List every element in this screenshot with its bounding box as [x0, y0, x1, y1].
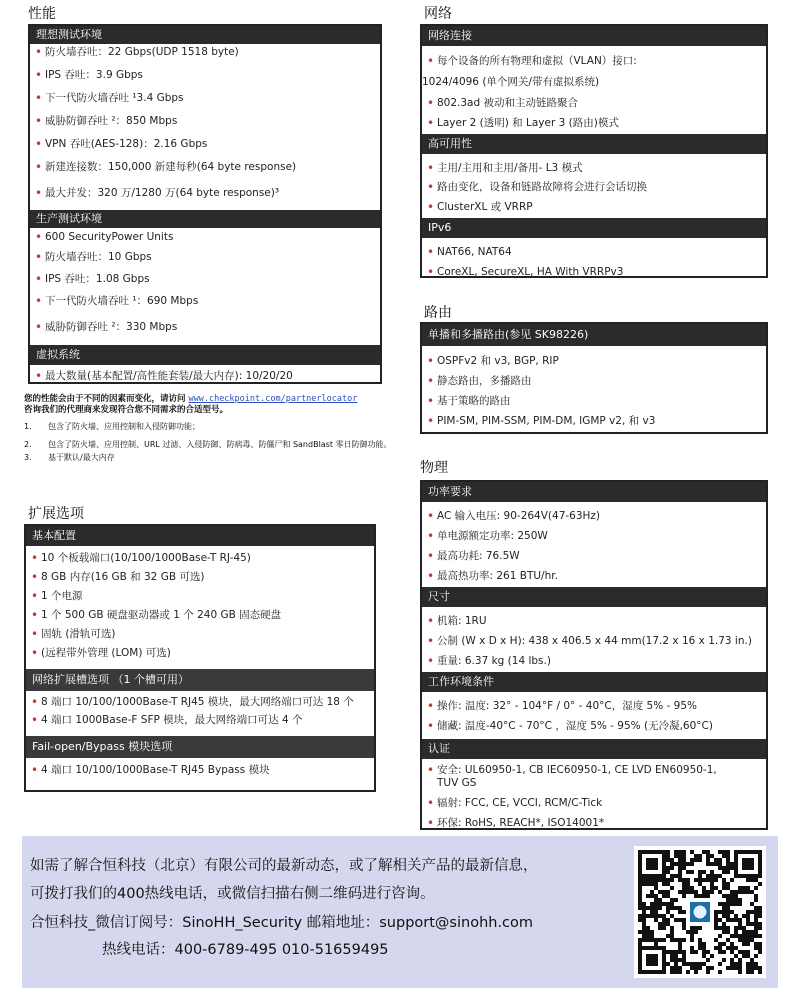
list-item: • 基于策略的路由: [422, 391, 766, 411]
network-heading: 网络: [424, 6, 452, 22]
list-item: • 储藏: 温度-40°C - 70°C ，湿度 5% - 95% (无冷凝,60°C): [422, 716, 766, 736]
list-item: • 新建连接数：150,000 新建每秒(64 byte response): [30, 161, 380, 183]
network-box: [420, 24, 768, 278]
bypass-options-list: [26, 758, 374, 777]
physical-heading: 物理: [420, 460, 448, 476]
list-item: • 4 端口 10/100/1000Base-T RJ45 Bypass 模块: [26, 764, 374, 777]
list-item-line: • 安全: UL60950-1, CB IEC60950-1, CE LVD EN60950-1,: [437, 764, 717, 776]
list-item: • OSPFv2 和 v3, BGP, RIP: [422, 351, 766, 371]
list-item: • 单电源额定功率: 250W: [422, 526, 766, 546]
list-item: • AC 输入电压: 90-264V(47-63Hz): [422, 506, 766, 526]
ipv6-bar: IPv6: [422, 218, 766, 238]
list-item: [422, 51, 766, 93]
banner-line-2: 可拨打我们的400热线电话，或微信扫描右侧二维码进行咨询。: [30, 886, 435, 902]
dimensions-bar: 尺寸: [422, 587, 766, 607]
list-item: • Layer 2 (透明) 和 Layer 3 (路由)模式: [422, 113, 766, 133]
list-item: • 下一代防火墙吞吐 ¹：690 Mbps: [30, 295, 380, 321]
power-bar: 功率要求: [422, 482, 766, 502]
footnote-number: 1.: [24, 422, 32, 431]
list-item: • 主用/主用和主用/备用- L3 模式: [422, 158, 766, 178]
list-item: [422, 764, 766, 790]
list-item: • 防火墙吞吐：10 Gbps: [30, 251, 380, 273]
routing-bar: 单播和多播路由(参见 SK98226): [422, 324, 766, 346]
footnote-2: [24, 440, 394, 451]
banner-line-4: 热线电话：400-6789-495 010-51659495: [102, 942, 389, 958]
list-item: • 1 个电源: [26, 590, 374, 609]
list-item: • 环保: RoHS, REACH*, ISO14001*: [422, 817, 766, 830]
list-item: • 8 GB 内存(16 GB 和 32 GB 可选): [26, 571, 374, 590]
routing-list: [422, 346, 766, 431]
list-item: • 最高热功率: 261 BTU/hr.: [422, 566, 766, 586]
high-availability-bar: 高可用性: [422, 134, 766, 154]
slot-options-list: [26, 691, 374, 732]
list-item: • 公制 (W x D x H): 438 x 406.5 x 44 mm(17.2 x 16 x 1.73 in.): [422, 631, 766, 651]
routing-box: [420, 322, 768, 434]
certification-bar: 认证: [422, 739, 766, 759]
footnote-lead-text: 您的性能会由于不同的因素而变化，请访问: [24, 394, 186, 404]
partner-locator-link[interactable]: www.checkpoint.com/partnerlocator: [188, 394, 358, 404]
footnote-number: 2.: [24, 439, 32, 449]
ideal-env-bar: 理想测试环境: [30, 26, 380, 44]
list-item: • 路由变化，设备和链路故障将会进行会话切换: [422, 178, 766, 197]
footnote-lead: [24, 394, 394, 405]
footnote-text: 包含了防火墙、应用控制、URL 过滤、入侵防御、防病毒、防僵尸和 SandBlast 零日防御功能。: [48, 439, 392, 449]
list-item: • CoreXL, SecureXL, HA With VRRPv3: [422, 262, 766, 282]
dimensions-list: [422, 607, 766, 671]
list-item: • (远程带外管理 (LOM) 可选): [26, 647, 374, 666]
list-item-line: 1024/4096 (单个网关/带有虚拟系统): [422, 76, 600, 88]
list-item-line: TUV GS: [437, 777, 477, 789]
list-item: • 机箱: 1RU: [422, 611, 766, 631]
expansion-box: [24, 524, 376, 792]
list-item: • 最大数量(基本配置/高性能套装/最大内存): 10/20/20: [30, 370, 380, 383]
ipv6-list: [422, 238, 766, 282]
list-item: • 防火墙吞吐：22 Gbps(UDP 1518 byte): [30, 46, 380, 68]
list-item: • 8 端口 10/100/1000Base-T RJ45 模块，最大网络端口可达 18 个: [26, 696, 374, 714]
bypass-options-bar: Fail-open/Bypass 模块选项: [26, 736, 374, 758]
footnote-number: 3.: [24, 453, 32, 462]
footnote-text: 基于默认/最大内存: [48, 453, 115, 462]
virtual-system-bar: 虚拟系统: [30, 345, 380, 365]
list-item: • 10 个板载端口(10/100/1000Base-T RJ-45): [26, 552, 374, 571]
prod-env-list: [30, 228, 380, 343]
physical-box: [420, 480, 768, 830]
prod-env-bar: 生产测试环境: [30, 210, 380, 228]
list-item: • 固轨 (滑轨可选): [26, 628, 374, 647]
footnote-text: 包含了防火墙、应用控制和入侵防御功能；: [48, 422, 200, 431]
list-item: • 威胁防御吞吐 ²：850 Mbps: [30, 115, 380, 137]
list-item: • 802.3ad 被动和主动链路聚合: [422, 93, 766, 113]
environment-list: [422, 692, 766, 736]
environment-bar: 工作环境条件: [422, 672, 766, 692]
high-availability-list: [422, 154, 766, 217]
list-item: • IPS 吞吐：1.08 Gbps: [30, 273, 380, 295]
list-item: • IPS 吞吐：3.9 Gbps: [30, 69, 380, 91]
routing-heading: 路由: [424, 305, 452, 321]
performance-box: [28, 24, 382, 384]
banner-line-1: 如需了解合恒科技（北京）有限公司的最新动态，或了解相关产品的最新信息，: [30, 858, 538, 874]
virtual-system-list: [30, 365, 380, 383]
expansion-heading: 扩展选项: [28, 506, 84, 522]
performance-heading: 性能: [28, 6, 56, 22]
network-connection-list: [422, 46, 766, 133]
list-item: • VPN 吞吐(AES-128)：2.16 Gbps: [30, 138, 380, 160]
slot-options-bar: 网络扩展槽选项 （1 个槽可用）: [26, 669, 374, 691]
list-item: • 最大并发：320 万/1280 万(64 byte response)³: [30, 187, 380, 209]
list-item: • 最高功耗: 76.5W: [422, 546, 766, 566]
list-item: • 操作: 温度: 32° - 104°F / 0° - 40°C，湿度 5% - 95%: [422, 696, 766, 716]
base-config-bar: 基本配置: [26, 526, 374, 546]
certification-list: [422, 759, 766, 830]
list-item: • 4 端口 1000Base-F SFP 模块，最大网络端口可达 4 个: [26, 714, 374, 732]
footnotes: [24, 394, 394, 464]
list-item: • 重量: 6.37 kg (14 lbs.): [422, 651, 766, 671]
list-item: • 下一代防火墙吞吐 ¹3.4 Gbps: [30, 92, 380, 114]
network-connection-bar: 网络连接: [422, 26, 766, 46]
ideal-env-list: [30, 44, 380, 209]
list-item: • 辐射: FCC, CE, VCCI, RCM/C-Tick: [422, 797, 766, 810]
list-item: • ClusterXL 或 VRRP: [422, 197, 766, 217]
list-item: • PIM-SM, PIM-SSM, PIM-DM, IGMP v2, 和 v3: [422, 411, 766, 431]
banner-line-3: 合恒科技_微信订阅号：SinoHH_Security 邮箱地址：support@sinohh.com: [30, 915, 534, 931]
power-list: [422, 502, 766, 586]
list-item: • 1 个 500 GB 硬盘驱动器或 1 个 240 GB 固态硬盘: [26, 609, 374, 628]
footnote-1: [24, 422, 394, 433]
list-item: • 静态路由，多播路由: [422, 371, 766, 391]
contact-banner: [22, 836, 778, 988]
footnote-3: [24, 453, 394, 464]
base-config-list: [26, 546, 374, 666]
list-item: • NAT66, NAT64: [422, 242, 766, 262]
footnote-lead-2: 咨询我们的代理商来发现符合您不同需求的合适型号。: [24, 405, 229, 415]
qr-code-icon: [634, 846, 766, 978]
list-item: • 600 SecurityPower Units: [30, 231, 380, 251]
list-item: • 威胁防御吞吐 ²：330 Mbps: [30, 321, 380, 343]
list-item-line: • 每个设备的所有物理和虚拟（VLAN）接口:: [437, 55, 637, 67]
